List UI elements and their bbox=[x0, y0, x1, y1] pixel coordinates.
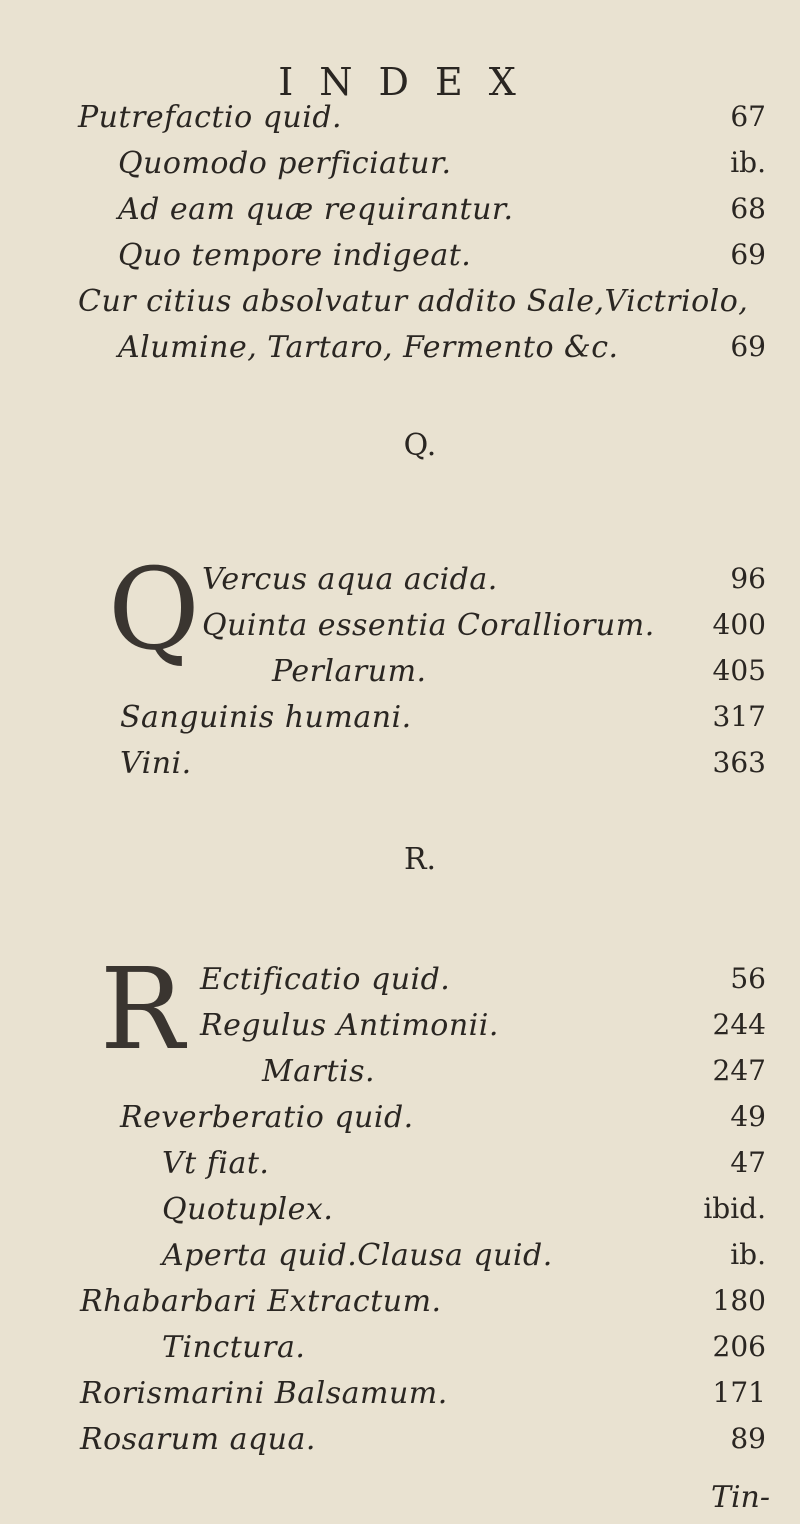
entry-label: Putrefactio quid. bbox=[78, 100, 343, 135]
entry-label: Quo tempore indigeat. bbox=[118, 238, 472, 273]
entry-label: Rorismarini Balsamum. bbox=[80, 1376, 448, 1411]
drop-cap-r: R bbox=[100, 945, 185, 1075]
entry-label: Quotuplex. bbox=[162, 1192, 334, 1227]
entry-label: Ad eam quæ requirantur. bbox=[118, 192, 514, 227]
entry-page: 247 bbox=[712, 1054, 766, 1087]
entry-page: 400 bbox=[712, 608, 766, 641]
index-entry bbox=[0, 1192, 800, 1232]
entry-label: Vt fiat. bbox=[162, 1146, 270, 1181]
index-entry bbox=[0, 100, 800, 140]
index-entry bbox=[0, 700, 800, 740]
entry-page: ib. bbox=[730, 1238, 766, 1271]
entry-label: Vercus aqua acida. bbox=[202, 562, 498, 597]
index-entry bbox=[0, 1376, 800, 1416]
index-entry bbox=[0, 746, 800, 786]
entry-label: Rosarum aqua. bbox=[80, 1422, 316, 1457]
catchword: Tin- bbox=[710, 1480, 770, 1515]
index-entry bbox=[0, 608, 800, 648]
entry-label: Regulus Antimonii. bbox=[200, 1008, 499, 1043]
section-heading-q: Q. bbox=[403, 428, 437, 463]
entry-page: 69 bbox=[730, 238, 766, 271]
entry-page: 171 bbox=[712, 1376, 766, 1409]
entry-label: Perlarum. bbox=[272, 654, 427, 689]
index-entry bbox=[0, 238, 800, 278]
entry-page: 317 bbox=[712, 700, 766, 733]
entry-label: Quomodo perficiatur. bbox=[118, 146, 452, 181]
index-entry bbox=[0, 330, 800, 370]
entry-page: 405 bbox=[712, 654, 766, 687]
index-entry bbox=[0, 654, 800, 694]
entry-page: 68 bbox=[730, 192, 766, 225]
entry-label: Sanguinis humani. bbox=[120, 700, 412, 735]
entry-page: 96 bbox=[730, 562, 766, 595]
index-entry bbox=[0, 1146, 800, 1186]
index-entry bbox=[0, 1238, 800, 1278]
entry-page: 363 bbox=[712, 746, 766, 779]
entry-page: 69 bbox=[730, 330, 766, 363]
drop-cap-q: Q bbox=[108, 545, 200, 675]
entry-page: 180 bbox=[712, 1284, 766, 1317]
index-entry bbox=[0, 1054, 800, 1094]
index-entry bbox=[0, 1330, 800, 1370]
entry-page: 49 bbox=[730, 1100, 766, 1133]
index-entry bbox=[0, 562, 800, 602]
index-entry bbox=[0, 192, 800, 232]
entry-page: 244 bbox=[712, 1008, 766, 1041]
entry-label: Rhabarbari Extractum. bbox=[80, 1284, 442, 1319]
entry-label: Tinctura. bbox=[162, 1330, 306, 1365]
entry-page: 89 bbox=[730, 1422, 766, 1455]
entry-page: 56 bbox=[730, 962, 766, 995]
entry-page: 47 bbox=[730, 1146, 766, 1179]
entry-label: Quinta essentia Coralliorum. bbox=[202, 608, 655, 643]
index-entry bbox=[0, 1008, 800, 1048]
entry-page: ib. bbox=[730, 146, 766, 179]
entry-label: Martis. bbox=[262, 1054, 376, 1089]
section-heading-r: R. bbox=[403, 842, 437, 877]
entry-label: Aperta quid.Clausa quid. bbox=[162, 1238, 553, 1273]
index-entry bbox=[0, 1100, 800, 1140]
index-entry bbox=[0, 962, 800, 1002]
entry-label: Alumine, Tartaro, Fermento &c. bbox=[118, 330, 619, 365]
entry-page: 206 bbox=[712, 1330, 766, 1363]
index-entry bbox=[0, 1422, 800, 1462]
entry-page: ibid. bbox=[703, 1192, 766, 1225]
index-entry bbox=[0, 146, 800, 186]
entry-label: Ectificatio quid. bbox=[200, 962, 451, 997]
entry-label: Reverberatio quid. bbox=[120, 1100, 414, 1135]
page-title: INDEX bbox=[278, 60, 542, 104]
index-entry bbox=[0, 284, 800, 324]
entry-page: 67 bbox=[730, 100, 766, 133]
entry-label: Cur citius absolvatur addito Sale,Victriolo, bbox=[78, 284, 749, 319]
index-entry bbox=[0, 1284, 800, 1324]
entry-label: Vini. bbox=[120, 746, 192, 781]
